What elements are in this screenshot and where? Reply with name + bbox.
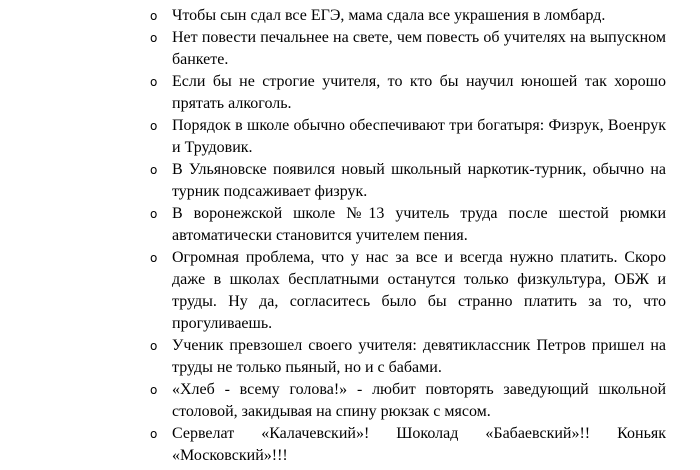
list-item	[150, 335, 666, 379]
list-item-text: В воронежской школе №13 учитель труда после шестой рюмки автоматически становится учителем пения.	[172, 205, 666, 244]
bullet-circle-icon: o	[150, 251, 158, 265]
list-item-text: Порядок в школе обычно обеспечивают три богатыря: Физрук, Военрук и Трудовик.	[172, 117, 666, 156]
list-item-text: Если бы не строгие учителя, то кто бы научил юношей так хорошо прятать алкоголь.	[172, 73, 666, 112]
list-item	[150, 27, 666, 71]
list-item-text: В Ульяновске появился новый школьный наркотик-турник, обычно на турник подсаживает физрук.	[172, 161, 666, 200]
list-item-text: Огромная проблема, что у нас за все и всегда нужно платить. Скоро даже в школах бесплатными останутся только физкультура, ОБЖ и труды. Ну да, согласитесь было бы странно платить за то, что прогуливаешь.	[172, 249, 666, 332]
list-item-text: Чтобы сын сдал все ЕГЭ, мама сдала все украшения в ломбард.	[172, 7, 606, 24]
list-item	[150, 247, 666, 335]
bullet-circle-icon: o	[150, 427, 158, 441]
bullet-circle-icon: o	[150, 75, 158, 89]
bullet-circle-icon: o	[150, 9, 158, 23]
bullet-circle-icon: o	[150, 383, 158, 397]
bullet-circle-icon: o	[150, 207, 158, 221]
list-item-text: «Хлеб - всему голова!» - любит повторять заведующий школьной столовой, закидывая на спину рюкзак с мясом.	[172, 381, 666, 420]
list-item	[150, 115, 666, 159]
bullet-circle-icon: o	[150, 31, 158, 45]
list-item	[150, 5, 666, 27]
list-item	[150, 423, 666, 467]
list-item-text: Сервелат «Калачевский»! Шоколад «Бабаевский»!! Коньяк «Московский»!!!	[172, 425, 666, 464]
joke-bullet-list	[150, 5, 666, 467]
list-item	[150, 379, 666, 423]
bullet-circle-icon: o	[150, 163, 158, 177]
list-item	[150, 203, 666, 247]
list-item-text: Ученик превзошел своего учителя: девятиклассник Петров пришел на труды не только пьяный, но и с бабами.	[172, 337, 666, 376]
list-item	[150, 71, 666, 115]
bullet-circle-icon: o	[150, 119, 158, 133]
list-item-text: Нет повести печальнее на свете, чем повесть об учителях на выпускном банкете.	[172, 29, 666, 68]
bullet-circle-icon: o	[150, 339, 158, 353]
list-item	[150, 159, 666, 203]
